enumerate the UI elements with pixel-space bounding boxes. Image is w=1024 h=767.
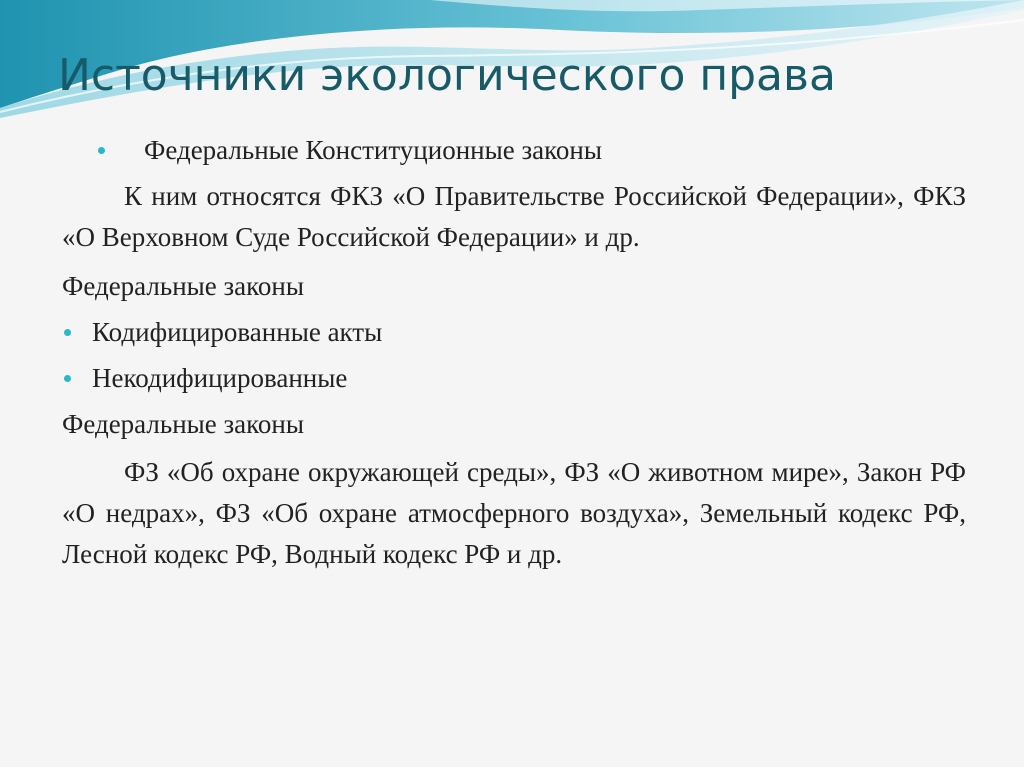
list-item-text: Федеральные Конституционные законы [144,135,602,165]
slide-body [62,130,966,575]
list-item [62,312,966,352]
paragraph: ФЗ «Об охране окружающей среды», ФЗ «О животном мире», Закон РФ «О недрах», ФЗ «Об охране атмосферного воздуха», Земельный кодекс РФ, Лесной кодекс РФ, Водный кодекс РФ и др. [62,457,966,569]
bullet-dot-icon [98,147,105,154]
paragraph: К ним относятся ФКЗ «О Правительстве Российской Федерации», ФКЗ «О Верховном Суде Российской Федерации» и др. [62,181,966,252]
list-item-text: Некодифицированные [92,363,348,393]
section-heading: Федеральные законы [62,409,304,439]
bullet-dot-icon [64,329,71,336]
slide-title: Источники экологического права [58,50,836,101]
list-item-text: Кодифицированные акты [92,317,383,347]
list-item [62,358,966,398]
section-heading: Федеральные законы [62,271,304,301]
bullet-dot-icon [64,375,71,382]
list-item [62,130,966,170]
